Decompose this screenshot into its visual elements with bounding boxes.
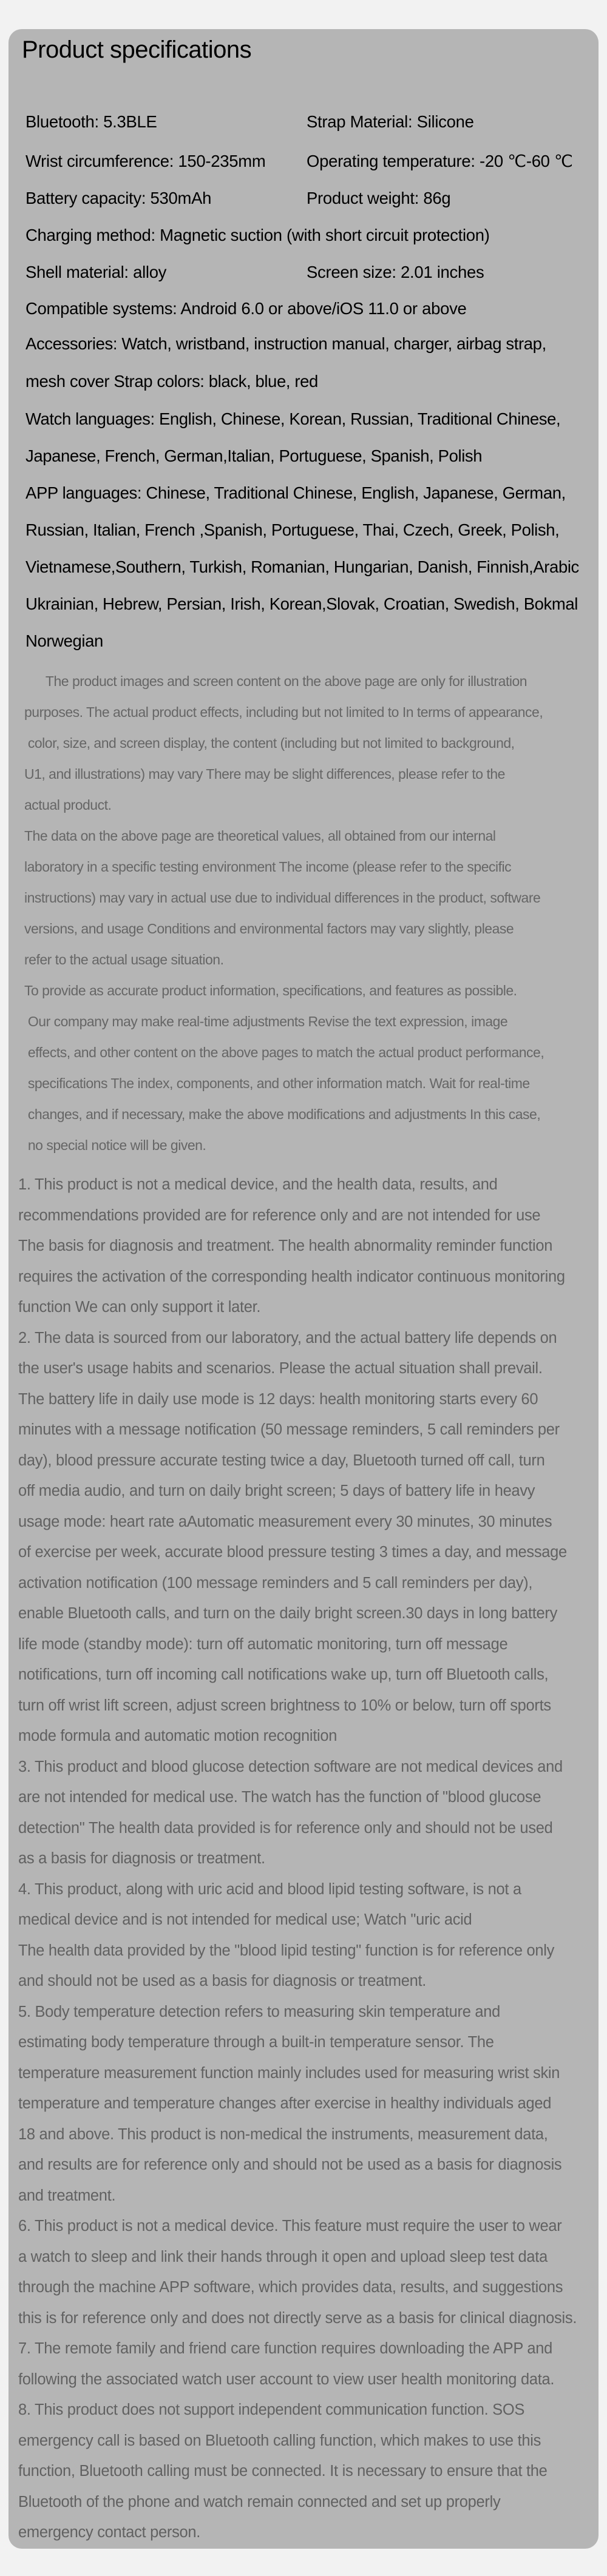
note-line: turn off wrist lift screen, adjust screen brightness to 10% or below, turn off sports — [18, 1697, 551, 1714]
note-line: day), blood pressure accurate testing twice a day, Bluetooth turned off call, turn — [18, 1451, 545, 1469]
disclaimer-line: U1, and illustrations) may vary There may be slight differences, please refer to the — [24, 766, 505, 782]
note-line: function We can only support it later. — [18, 1299, 261, 1316]
note-line: temperature measurement function mainly includes used for measuring wrist skin — [18, 2064, 560, 2082]
note-line: the user's usage habits and scenarios. Please the actual situation shall prevail. — [18, 1360, 543, 1377]
disclaimer-line: The product images and screen content on the above page are only for illustration — [24, 673, 527, 689]
spec-strap-material: Strap Material: Silicone — [307, 112, 474, 131]
disclaimer-line: The data on the above page are theoretical values, all obtained from our internal — [24, 828, 496, 844]
spec-watch-languages — [25, 400, 596, 474]
note-line: notifications, turn off incoming call notifications wake up, turn off Bluetooth calls, — [18, 1666, 549, 1683]
note-line: this is for reference only and does not directly serve as a basis for clinical diagnosis. — [18, 2309, 577, 2327]
note-line: of exercise per week, accurate blood pressure testing 3 times a day, and message — [18, 1544, 567, 1561]
note-line: and treatment. — [18, 2187, 116, 2204]
note-line: activation notification (100 message reminders and 5 call reminders per day), — [18, 1574, 533, 1592]
note-line: requires the activation of the corresponding health indicator continuous monitoring — [18, 1268, 565, 1285]
disclaimer-text — [24, 666, 595, 1161]
note-line: emergency call is based on Bluetooth calling function, which makes to use this — [18, 2432, 541, 2449]
accessories-line: Accessories: Watch, wristband, instruction manual, charger, airbag strap, — [25, 334, 546, 353]
note-line: mode formula and automatic motion recognition — [18, 1727, 337, 1744]
note-line: recommendations provided are for reference only and are not intended for use — [18, 1206, 541, 1224]
note-line: 18 and above. This product is non-medical the instruments, measurement data, — [18, 2125, 548, 2143]
note-line: 2. The data is sourced from our laboratory, and the actual battery life depends on — [18, 1329, 557, 1347]
watch-languages-line: Watch languages: English, Chinese, Korean, Russian, Traditional Chinese, — [25, 409, 561, 428]
note-line: are not intended for medical use. The watch has the function of "blood glucose — [18, 1789, 541, 1806]
spec-screen-size: Screen size: 2.01 inches — [307, 263, 484, 281]
disclaimer-line: To provide as accurate product information, specifications, and features as possible. — [24, 983, 517, 998]
note-line: 8. This product does not support independent communication function. SOS — [18, 2401, 525, 2418]
note-line: off media audio, and turn on daily bright screen; 5 days of battery life in heavy — [18, 1482, 535, 1499]
app-languages-line: APP languages: Chinese, Traditional Chinese, English, Japanese, German, — [25, 483, 566, 502]
spec-bluetooth: Bluetooth: 5.3BLE — [25, 112, 157, 131]
spec-shell-material: Shell material: alloy — [25, 263, 167, 281]
spec-accessories — [25, 325, 596, 400]
note-line: The battery life in daily use mode is 12 days: health monitoring starts every 60 — [18, 1390, 538, 1408]
app-languages-line: Russian, Italian, French ,Spanish, Portuguese, Thai, Czech, Greek, Polish, — [25, 520, 560, 539]
note-line: emergency contact person. — [18, 2524, 201, 2541]
note-line: The health data provided by the "blood lipid testing" function is for reference only — [18, 1942, 555, 1959]
disclaimer-line: instructions) may vary in actual use due to individual differences in the product, software — [24, 890, 541, 906]
disclaimer-line: purposes. The actual product effects, including but not limited to In terms of appearance, — [24, 704, 543, 720]
disclaimer-line: changes, and if necessary, make the above modifications and adjustments In this case, — [24, 1106, 541, 1122]
disclaimer-line: specifications The index, components, and other information match. Wait for real-time — [24, 1075, 530, 1091]
note-line: function, Bluetooth calling must be connected. It is necessary to ensure that the — [18, 2463, 548, 2480]
note-line: Bluetooth of the phone and watch remain connected and set up properly — [18, 2493, 501, 2510]
app-languages-line: Norwegian — [25, 631, 103, 650]
note-line: 1. This product is not a medical device, and the health data, results, and — [18, 1176, 498, 1193]
note-line: as a basis for diagnosis or treatment. — [18, 1850, 265, 1867]
note-line: life mode (standby mode): turn off automatic monitoring, turn off message — [18, 1635, 508, 1653]
disclaimer-line: versions, and usage Conditions and environmental factors may vary slightly, please — [24, 921, 514, 937]
note-line: 6. This product is not a medical device. This feature must require the user to wear — [18, 2218, 562, 2235]
note-line: estimating body temperature through a built-in temperature sensor. The — [18, 2034, 494, 2051]
notes-text — [18, 1169, 607, 2548]
note-line: and should not be used as a basis for diagnosis or treatment. — [18, 1972, 427, 1989]
note-line: a watch to sleep and link their hands through it open and upload sleep test data — [18, 2248, 548, 2265]
note-line: and results are for reference only and should not be used as a basis for diagnosis — [18, 2156, 562, 2173]
note-line: 3. This product and blood glucose detection software are not medical devices and — [18, 1758, 563, 1775]
note-line: detection" The health data provided is for reference only and should not be used — [18, 1819, 553, 1837]
app-languages-line: Ukrainian, Hebrew, Persian, Irish, Korean,Slovak, Croatian, Swedish, Bokmal — [25, 594, 578, 613]
note-line: usage mode: heart rate aAutomatic measurement every 30 minutes, 30 minutes — [18, 1513, 552, 1530]
disclaimer-line: refer to the actual usage situation. — [24, 952, 224, 967]
spec-charging-method: Charging method: Magnetic suction (with short circuit protection) — [25, 226, 490, 244]
spec-wrist-circumference: Wrist circumference: 150-235mm — [25, 152, 266, 170]
accessories-line: mesh cover Strap colors: black, blue, red — [25, 372, 318, 391]
spec-battery-capacity: Battery capacity: 530mAh — [25, 189, 212, 207]
disclaimer-line: laboratory in a specific testing environment The income (please refer to the specific — [24, 859, 512, 875]
disclaimer-line: actual product. — [24, 797, 112, 813]
app-languages-line: Vietnamese,Southern, Turkish, Romanian, Hungarian, Danish, Finnish,Arabic — [25, 557, 579, 576]
note-line: enable Bluetooth calls, and turn on the daily bright screen.30 days in long battery — [18, 1605, 558, 1622]
disclaimer-line: color, size, and screen display, the content (including but not limited to background, — [24, 735, 515, 751]
watch-languages-line: Japanese, French, German,Italian, Portuguese, Spanish, Polish — [25, 446, 483, 465]
note-line: 7. The remote family and friend care function requires downloading the APP and — [18, 2340, 553, 2357]
disclaimer-line: no special notice will be given. — [24, 1137, 206, 1153]
note-line: medical device and is not intended for medical use; Watch "uric acid — [18, 1911, 472, 1928]
note-line: 5. Body temperature detection refers to measuring skin temperature and — [18, 2003, 501, 2020]
disclaimer-line: effects, and other content on the above pages to match the actual product performance, — [24, 1044, 544, 1060]
spec-product-weight: Product weight: 86g — [307, 189, 451, 207]
note-line: 4. This product, along with uric acid and blood lipid testing software, is not a — [18, 1880, 521, 1898]
spec-compatible-systems: Compatible systems: Android 6.0 or above/iOS 11.0 or above — [25, 299, 467, 318]
disclaimer-line: Our company may make real-time adjustments Revise the text expression, image — [24, 1014, 508, 1029]
page-title: Product specifications — [22, 36, 252, 63]
note-line: minutes with a message notification (50 message reminders, 5 call reminders per — [18, 1421, 560, 1438]
spec-operating-temperature: Operating temperature: -20 ℃-60 ℃ — [307, 152, 573, 170]
note-line: following the associated watch user account to view user health monitoring data. — [18, 2370, 555, 2388]
note-line: temperature and temperature changes after exercise in healthy individuals aged — [18, 2095, 552, 2112]
note-line: through the machine APP software, which provides data, results, and suggestions — [18, 2279, 563, 2296]
spec-app-languages — [25, 474, 596, 659]
note-line: The basis for diagnosis and treatment. The health abnormality reminder function — [18, 1237, 553, 1254]
